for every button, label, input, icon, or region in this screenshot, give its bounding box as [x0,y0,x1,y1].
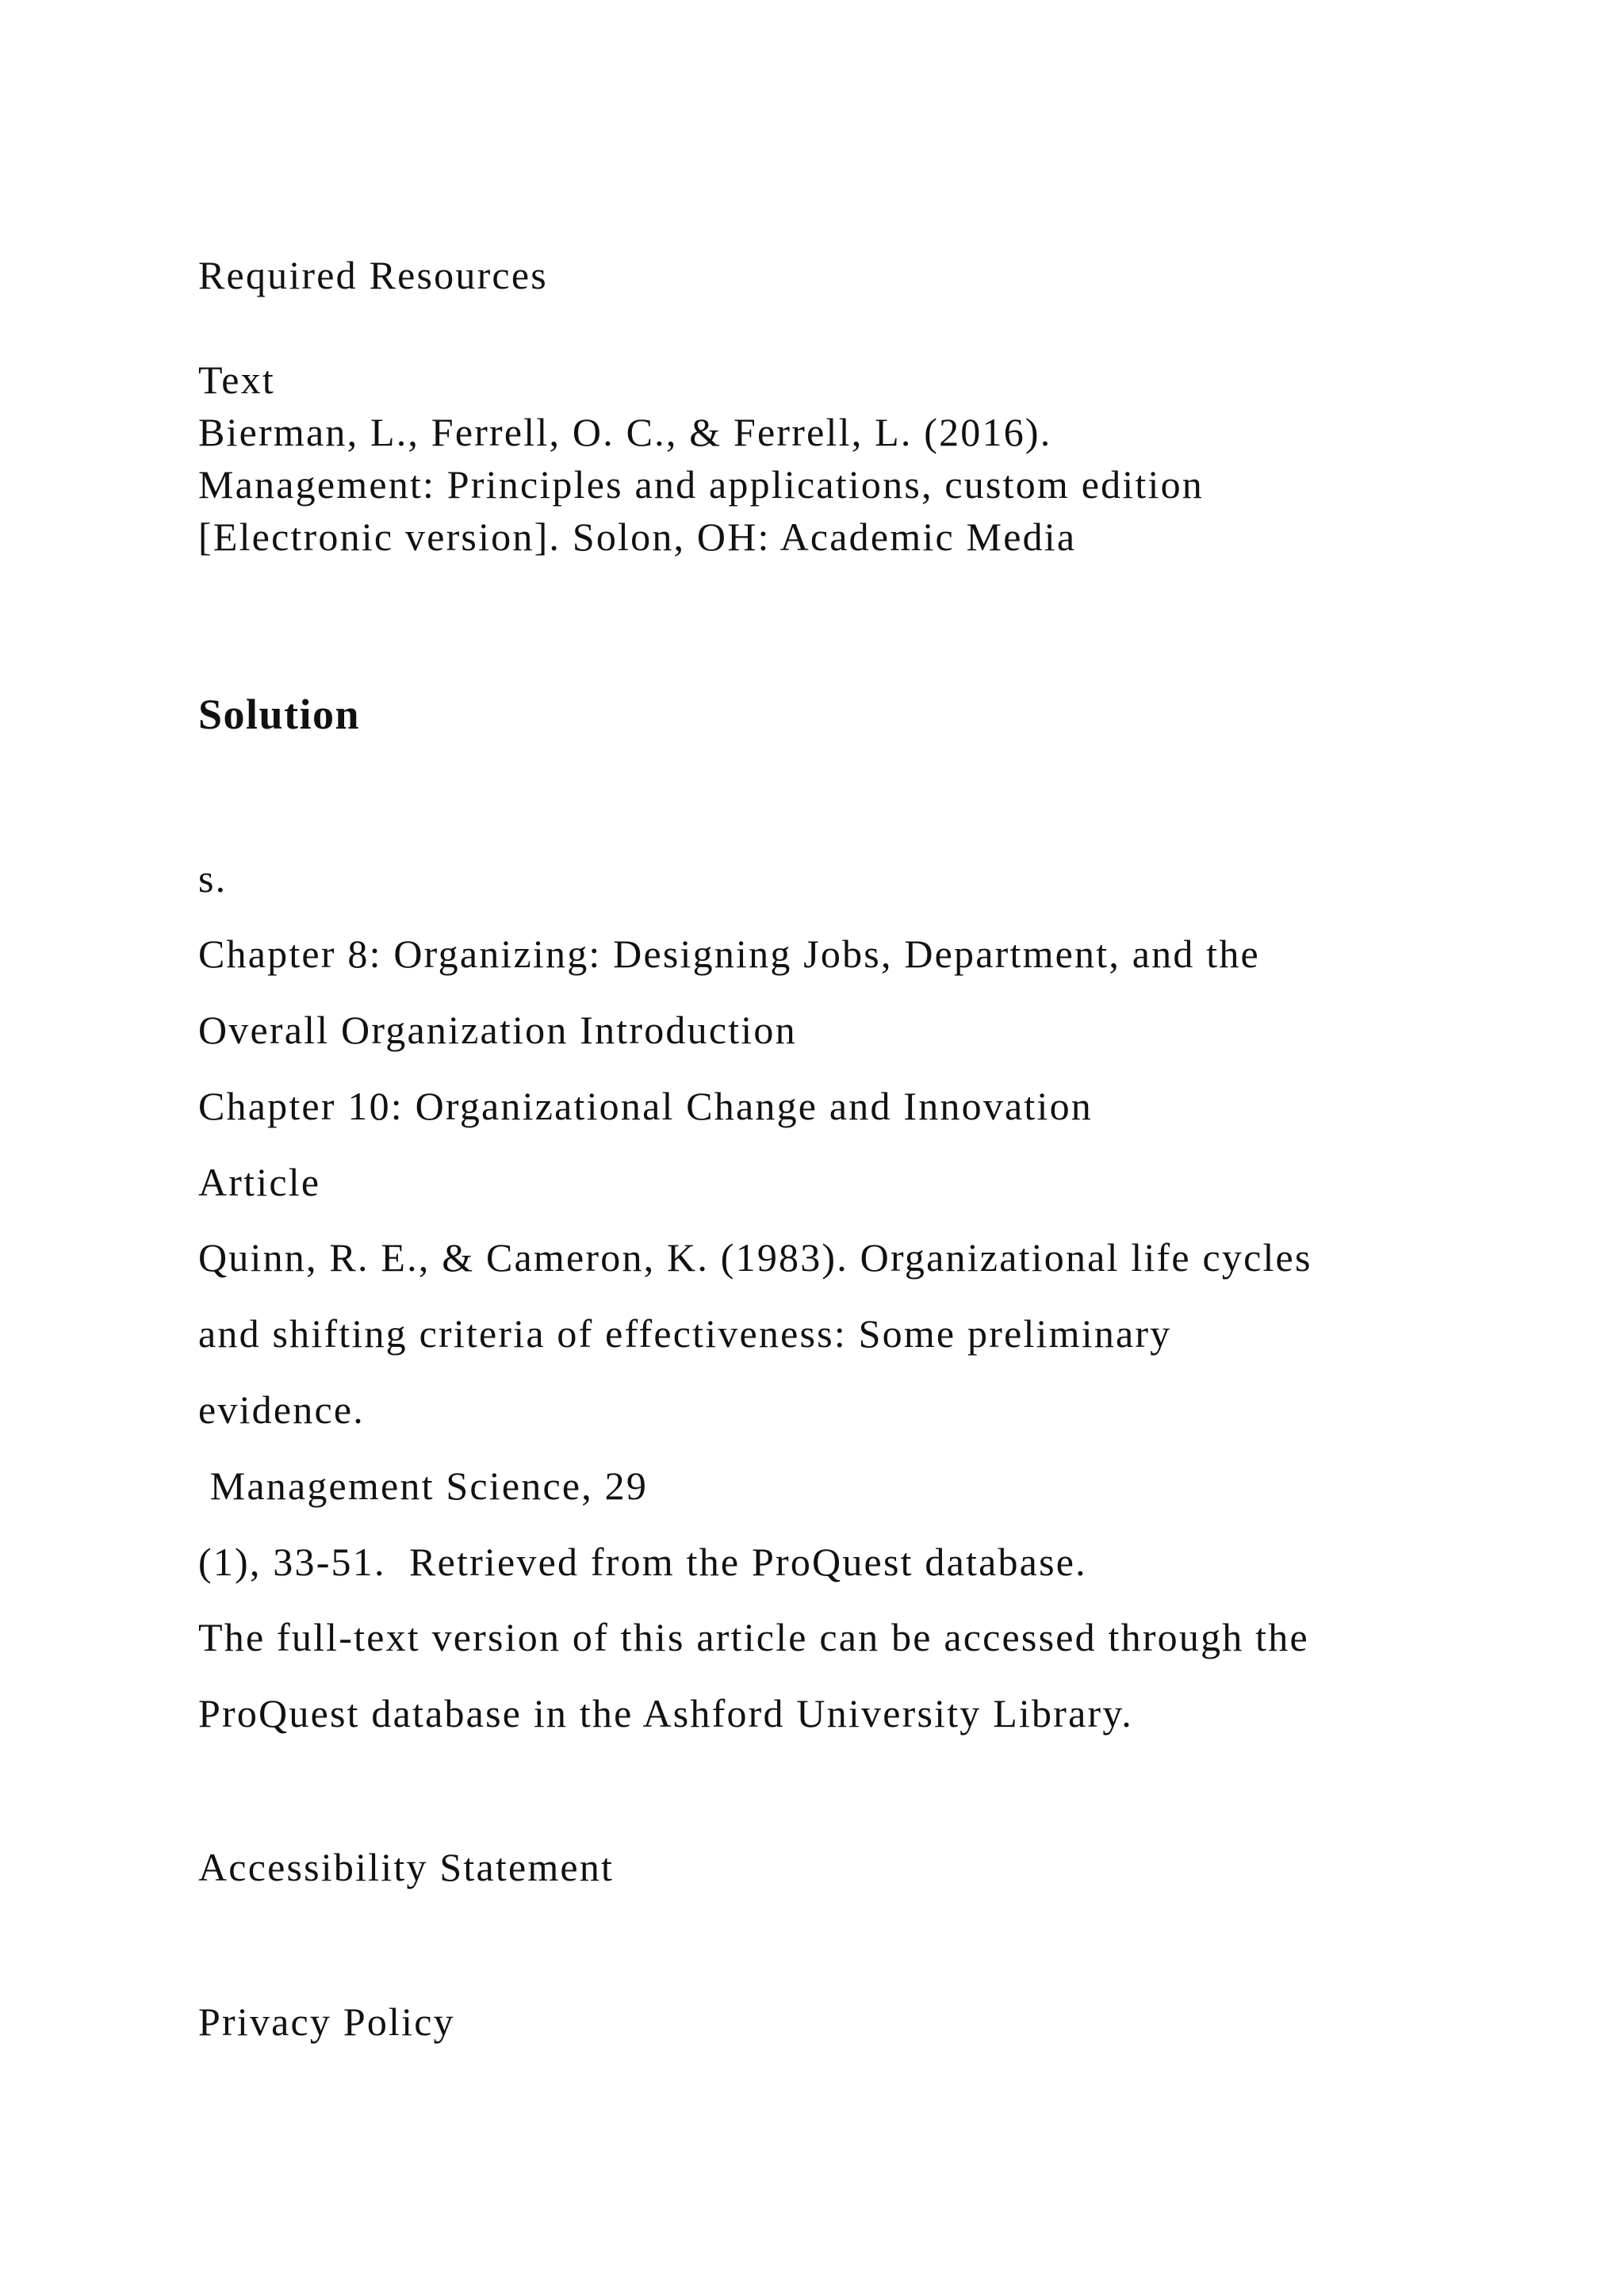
solution-heading: Solution [198,691,361,738]
citation-line-3: [Electronic version]. Solon, OH: Academic Media [198,515,1077,559]
article-line-3: evidence. [198,1387,365,1432]
article-label: Article [198,1160,321,1204]
privacy-policy: Privacy Policy [198,1999,455,2044]
citation-line-2: Management: Principles and applications, custom edition [198,462,1204,507]
access-line-1: The full-text version of this article can be accessed through the [198,1615,1309,1659]
required-resources-heading: Required Resources [198,253,548,297]
article-line-1: Quinn, R. E., & Cameron, K. (1983). Organizational life cycles [198,1235,1312,1280]
access-line-2: ProQuest database in the Ashford University Library. [198,1691,1133,1735]
fragment-text: s. [198,856,228,901]
article-line-4: Management Science, 29 [198,1464,649,1508]
text-label: Text [198,358,275,402]
citation-line-1: Bierman, L., Ferrell, O. C., & Ferrell, L. (2016). [198,410,1052,454]
chapter-10-line: Chapter 10: Organizational Change and Innovation [198,1084,1094,1128]
accessibility-statement: Accessibility Statement [198,1845,615,1889]
chapter-8-line-2: Overall Organization Introduction [198,1008,797,1052]
chapter-8-line-1: Chapter 8: Organizing: Designing Jobs, Department, and the [198,932,1260,976]
article-line-2: and shifting criteria of effectiveness: Some preliminary [198,1311,1172,1356]
article-line-5: (1), 33-51. Retrieved from the ProQuest database. [198,1540,1087,1584]
